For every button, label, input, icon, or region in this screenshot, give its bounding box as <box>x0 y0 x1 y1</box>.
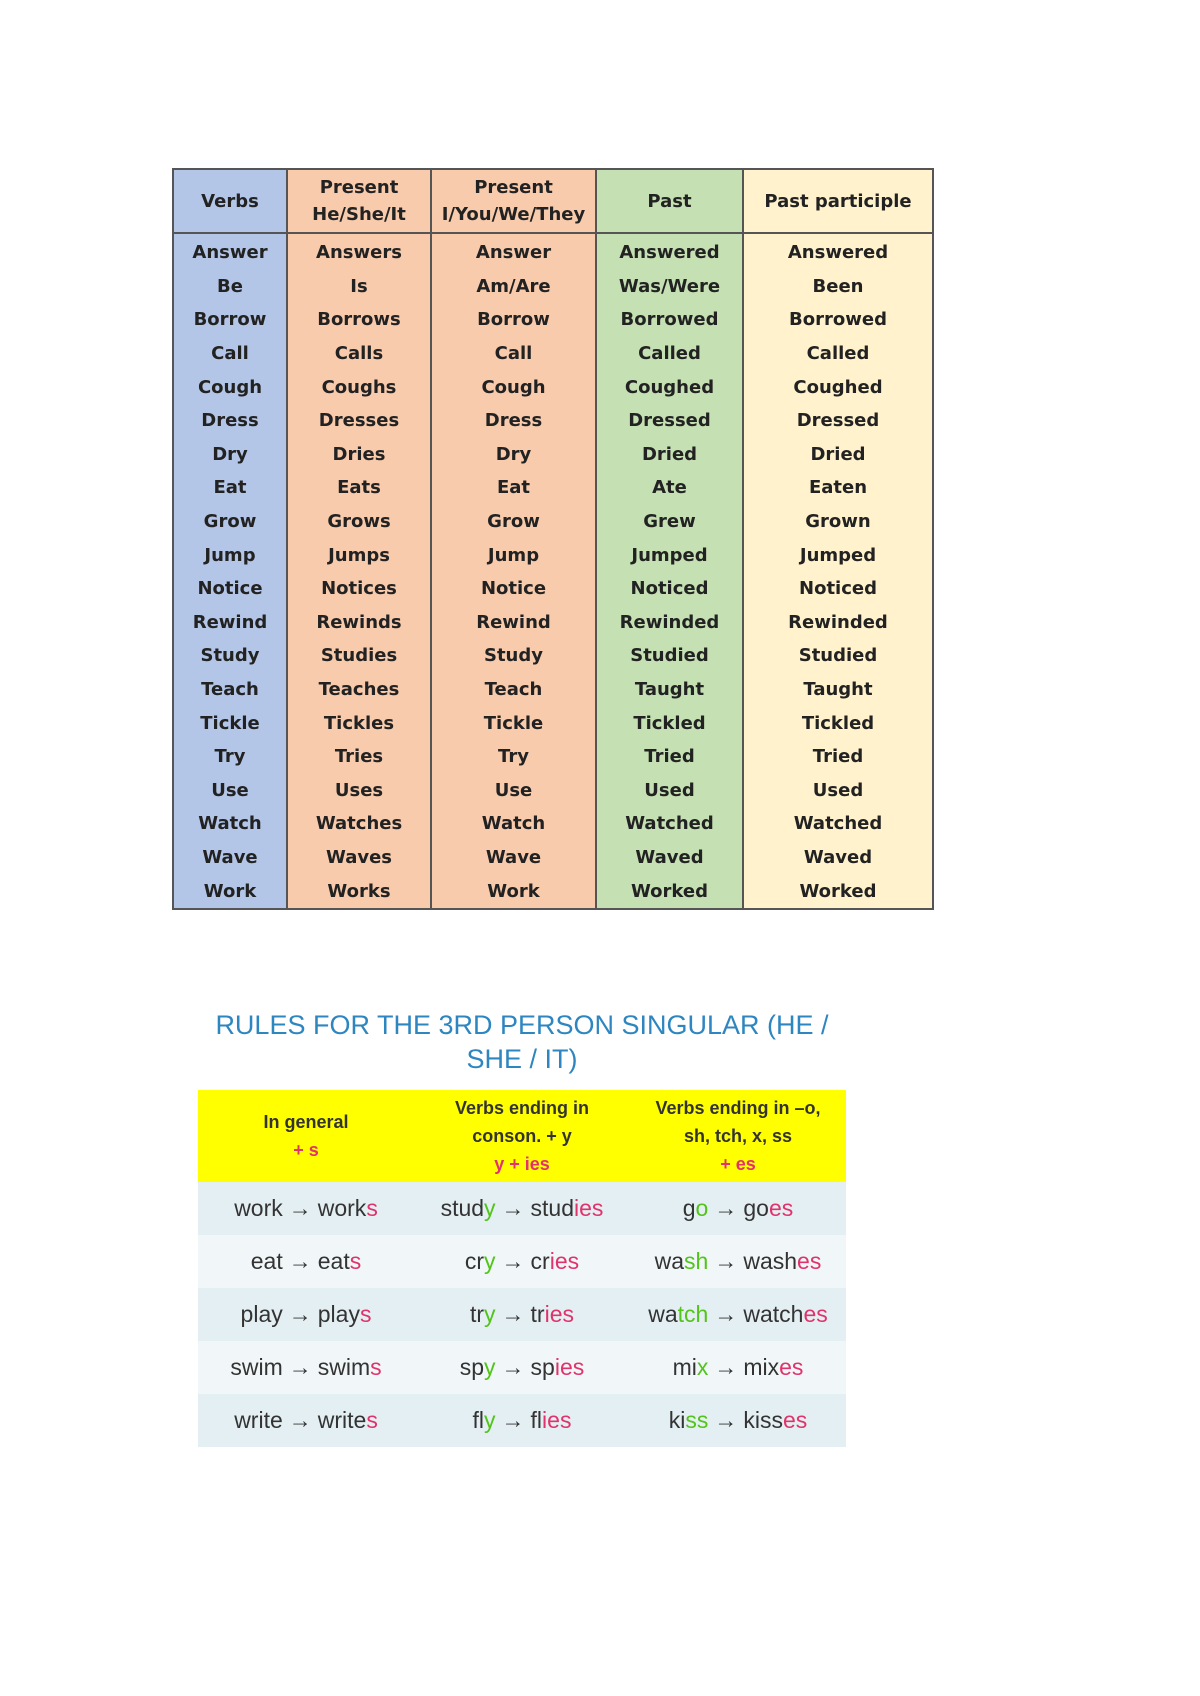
verb-cell-past-participle: Been <box>743 270 933 304</box>
verb-cell-past-participle: Answered <box>743 233 933 270</box>
verb-cell-present-he-she-it: Coughs <box>287 370 431 404</box>
verb-cell-present-he-she-it: Jumps <box>287 538 431 572</box>
verb-cell-verb-base: Try <box>173 740 287 774</box>
header-verbs <box>173 169 287 233</box>
verb-cell-verb-base: Dress <box>173 404 287 438</box>
verb-cell-verb-base: Study <box>173 639 287 673</box>
verb-cell-present-i-you-we-they: Eat <box>431 471 596 505</box>
verb-cell-past-participle: Noticed <box>743 572 933 606</box>
rule-example <box>198 1235 414 1288</box>
rule-example <box>414 1394 630 1447</box>
verb-cell-past-participle: Watched <box>743 807 933 841</box>
verb-cell-verb-base: Call <box>173 337 287 371</box>
arrow-icon: → <box>501 1301 525 1327</box>
example-suffix: ies <box>554 1354 585 1380</box>
rule-example <box>414 1182 630 1235</box>
example-result-stem: eat <box>317 1248 350 1274</box>
arrow-icon: → <box>714 1301 738 1327</box>
verb-row <box>173 841 933 875</box>
verb-cell-verb-base: Tickle <box>173 706 287 740</box>
verb-cell-present-i-you-we-they: Dress <box>431 404 596 438</box>
example-base-ending: sh <box>684 1248 709 1274</box>
verb-cell-past-participle: Grown <box>743 505 933 539</box>
example-base: eat <box>250 1248 283 1274</box>
verb-conjugation-table <box>172 168 934 910</box>
verb-cell-present-he-she-it: Dresses <box>287 404 431 438</box>
verb-cell-present-he-she-it: Watches <box>287 807 431 841</box>
rule-formula: + s <box>293 1140 319 1160</box>
rule-example <box>198 1341 414 1394</box>
verb-row <box>173 774 933 808</box>
rule-example <box>630 1182 846 1235</box>
verb-cell-past: Watched <box>596 807 743 841</box>
example-base-ending: y <box>484 1248 496 1274</box>
example-base: tr <box>469 1301 485 1327</box>
verb-row <box>173 639 933 673</box>
verb-row <box>173 303 933 337</box>
verb-cell-verb-base: Notice <box>173 572 287 606</box>
verb-table-header-row <box>173 169 933 233</box>
verb-cell-past: Ate <box>596 471 743 505</box>
rule-example <box>414 1341 630 1394</box>
verb-cell-past-participle: Called <box>743 337 933 371</box>
header-past-participle <box>743 169 933 233</box>
verb-cell-verb-base: Watch <box>173 807 287 841</box>
verb-cell-present-he-she-it: Answers <box>287 233 431 270</box>
example-result-stem: play <box>317 1301 360 1327</box>
verb-cell-present-i-you-we-they: Teach <box>431 673 596 707</box>
verb-cell-past-participle: Jumped <box>743 538 933 572</box>
example-result-stem: work <box>317 1195 367 1221</box>
verb-row <box>173 874 933 909</box>
example-suffix: es <box>797 1248 822 1274</box>
verb-table-body <box>173 233 933 909</box>
verb-row <box>173 233 933 270</box>
header-present-he-she-it <box>287 169 431 233</box>
verb-cell-verb-base: Dry <box>173 438 287 472</box>
rules-title <box>198 1008 846 1076</box>
verb-cell-present-he-she-it: Tickles <box>287 706 431 740</box>
verb-row <box>173 270 933 304</box>
verb-cell-past: Borrowed <box>596 303 743 337</box>
verb-cell-present-i-you-we-they: Wave <box>431 841 596 875</box>
rule-header-text: In general <box>263 1112 349 1132</box>
verb-cell-present-i-you-we-they: Dry <box>431 438 596 472</box>
rule-example <box>630 1341 846 1394</box>
verb-cell-present-i-you-we-they: Work <box>431 874 596 909</box>
rule-example-row <box>198 1394 846 1447</box>
example-result-stem: watch <box>743 1301 804 1327</box>
verb-cell-present-he-she-it: Works <box>287 874 431 909</box>
verb-cell-past-participle: Eaten <box>743 471 933 505</box>
verb-cell-past-participle: Waved <box>743 841 933 875</box>
verb-cell-past: Grew <box>596 505 743 539</box>
header-present-label: Present <box>474 177 553 198</box>
example-suffix: ies <box>549 1248 580 1274</box>
example-result-stem: swim <box>317 1354 371 1380</box>
example-result-stem: mix <box>743 1354 780 1380</box>
verb-row <box>173 606 933 640</box>
example-suffix: es <box>803 1301 828 1327</box>
verb-cell-present-he-she-it: Borrows <box>287 303 431 337</box>
example-base-ending: y <box>484 1301 496 1327</box>
verb-cell-present-i-you-we-they: Watch <box>431 807 596 841</box>
header-present-subject: I/You/We/They <box>441 204 586 225</box>
example-result-stem: write <box>317 1407 367 1433</box>
example-base: work <box>234 1195 283 1221</box>
verb-cell-verb-base: Borrow <box>173 303 287 337</box>
verb-cell-present-i-you-we-they: Cough <box>431 370 596 404</box>
verb-cell-past-participle: Borrowed <box>743 303 933 337</box>
example-suffix: s <box>349 1248 362 1274</box>
verb-row <box>173 370 933 404</box>
verb-cell-present-he-she-it: Waves <box>287 841 431 875</box>
example-base: sp <box>459 1354 485 1380</box>
verb-cell-verb-base: Jump <box>173 538 287 572</box>
verb-cell-present-i-you-we-they: Call <box>431 337 596 371</box>
verb-cell-past: Waved <box>596 841 743 875</box>
rule-example <box>630 1288 846 1341</box>
example-base-ending: o <box>695 1195 709 1221</box>
rule-example-row <box>198 1182 846 1235</box>
arrow-icon: → <box>288 1407 312 1433</box>
verb-cell-present-he-she-it: Dries <box>287 438 431 472</box>
header-present-subject: He/She/It <box>312 204 406 225</box>
verb-row <box>173 740 933 774</box>
example-suffix: es <box>779 1354 804 1380</box>
example-base: wa <box>654 1248 685 1274</box>
verb-cell-past: Dried <box>596 438 743 472</box>
rule-header-consonant-y <box>414 1090 630 1182</box>
verb-row <box>173 505 933 539</box>
rule-example <box>630 1235 846 1288</box>
verb-cell-verb-base: Answer <box>173 233 287 270</box>
rule-header-text: Verbs ending in –o, <box>655 1098 821 1118</box>
verb-cell-past: Tried <box>596 740 743 774</box>
verb-cell-verb-base: Use <box>173 774 287 808</box>
example-suffix: s <box>370 1354 382 1380</box>
example-base-ending: y <box>484 1407 496 1433</box>
example-base-ending: ss <box>685 1407 709 1433</box>
verb-row <box>173 471 933 505</box>
verb-cell-present-he-she-it: Calls <box>287 337 431 371</box>
verb-cell-verb-base: Work <box>173 874 287 909</box>
verb-cell-present-i-you-we-they: Try <box>431 740 596 774</box>
verb-cell-past-participle: Coughed <box>743 370 933 404</box>
example-base: cr <box>464 1248 485 1274</box>
example-base: fl <box>472 1407 485 1433</box>
rule-example <box>198 1394 414 1447</box>
example-base-ending: tch <box>677 1301 709 1327</box>
rule-header-text: Verbs ending in <box>454 1098 590 1118</box>
arrow-icon: → <box>288 1354 312 1380</box>
arrow-icon: → <box>714 1407 738 1433</box>
verb-cell-present-he-she-it: Grows <box>287 505 431 539</box>
example-base-ending: y <box>484 1195 496 1221</box>
example-base: write <box>234 1407 283 1433</box>
example-result-stem: tr <box>530 1301 545 1327</box>
example-suffix: s <box>359 1301 372 1327</box>
verb-cell-past: Answered <box>596 233 743 270</box>
verb-cell-past-participle: Worked <box>743 874 933 909</box>
verb-cell-present-i-you-we-they: Answer <box>431 233 596 270</box>
rule-example <box>630 1394 846 1447</box>
example-base: wa <box>648 1301 678 1327</box>
rule-formula: + es <box>720 1154 756 1174</box>
rules-title-line2: SHE / IT) <box>466 1044 578 1074</box>
arrow-icon: → <box>288 1195 312 1221</box>
example-base-ending: x <box>696 1354 709 1380</box>
verb-cell-present-he-she-it: Tries <box>287 740 431 774</box>
example-base: ki <box>668 1407 686 1433</box>
rule-example-row <box>198 1235 846 1288</box>
verb-cell-present-he-she-it: Notices <box>287 572 431 606</box>
verb-cell-past: Was/Were <box>596 270 743 304</box>
example-result-stem: wash <box>743 1248 798 1274</box>
verb-cell-present-i-you-we-they: Notice <box>431 572 596 606</box>
rule-header-o-sh-tch-x-ss <box>630 1090 846 1182</box>
example-suffix: ies <box>544 1301 575 1327</box>
verb-cell-verb-base: Cough <box>173 370 287 404</box>
example-suffix: s <box>366 1407 378 1433</box>
example-result-stem: sp <box>530 1354 555 1380</box>
third-person-rules-table <box>198 1090 846 1447</box>
example-result-stem: go <box>743 1195 769 1221</box>
verb-cell-present-i-you-we-they: Jump <box>431 538 596 572</box>
verb-cell-past: Coughed <box>596 370 743 404</box>
verb-cell-past: Worked <box>596 874 743 909</box>
verb-cell-present-i-you-we-they: Grow <box>431 505 596 539</box>
rule-header-text: conson. + y <box>472 1126 572 1146</box>
example-suffix: ies <box>574 1195 604 1221</box>
verb-cell-verb-base: Rewind <box>173 606 287 640</box>
rule-example <box>198 1288 414 1341</box>
rules-header-row <box>198 1090 846 1182</box>
verb-row <box>173 438 933 472</box>
example-suffix: ies <box>542 1407 572 1433</box>
verb-cell-past: Taught <box>596 673 743 707</box>
arrow-icon: → <box>714 1354 738 1380</box>
verb-cell-past-participle: Rewinded <box>743 606 933 640</box>
example-result-stem: cr <box>530 1248 550 1274</box>
verb-cell-present-he-she-it: Eats <box>287 471 431 505</box>
header-past-label: Past <box>647 190 692 212</box>
verb-row <box>173 807 933 841</box>
rules-table-body <box>198 1182 846 1447</box>
verb-cell-verb-base: Wave <box>173 841 287 875</box>
verb-cell-verb-base: Eat <box>173 471 287 505</box>
example-result-stem: stud <box>530 1195 575 1221</box>
verb-row <box>173 706 933 740</box>
verb-cell-present-i-you-we-they: Study <box>431 639 596 673</box>
verb-cell-past: Noticed <box>596 572 743 606</box>
header-present-label: Present <box>319 177 399 198</box>
rule-example-row <box>198 1288 846 1341</box>
verb-row <box>173 404 933 438</box>
arrow-icon: → <box>501 1248 525 1274</box>
verb-row <box>173 673 933 707</box>
arrow-icon: → <box>288 1248 312 1274</box>
verb-cell-present-he-she-it: Is <box>287 270 431 304</box>
verb-cell-present-i-you-we-they: Borrow <box>431 303 596 337</box>
header-past <box>596 169 743 233</box>
verb-cell-past: Studied <box>596 639 743 673</box>
header-verbs-label: Verbs <box>201 190 259 212</box>
verb-cell-verb-base: Teach <box>173 673 287 707</box>
header-past-participle-label: Past participle <box>764 190 912 212</box>
verb-cell-past: Dressed <box>596 404 743 438</box>
verb-row <box>173 572 933 606</box>
verb-cell-verb-base: Be <box>173 270 287 304</box>
verb-cell-past: Tickled <box>596 706 743 740</box>
verb-cell-past-participle: Dried <box>743 438 933 472</box>
verb-cell-past-participle: Used <box>743 774 933 808</box>
rule-example <box>414 1235 630 1288</box>
rule-header-general <box>198 1090 414 1182</box>
verb-row <box>173 538 933 572</box>
example-result-stem: kiss <box>743 1407 783 1433</box>
verb-cell-past-participle: Studied <box>743 639 933 673</box>
verb-cell-present-i-you-we-they: Use <box>431 774 596 808</box>
verb-cell-verb-base: Grow <box>173 505 287 539</box>
verb-cell-present-i-you-we-they: Tickle <box>431 706 596 740</box>
rule-example <box>414 1288 630 1341</box>
verb-cell-past-participle: Tickled <box>743 706 933 740</box>
arrow-icon: → <box>501 1195 525 1221</box>
rule-example-row <box>198 1341 846 1394</box>
verb-cell-present-i-you-we-they: Am/Are <box>431 270 596 304</box>
verb-row <box>173 337 933 371</box>
arrow-icon: → <box>714 1248 738 1274</box>
verb-cell-present-i-you-we-they: Rewind <box>431 606 596 640</box>
arrow-icon: → <box>288 1301 312 1327</box>
example-base: g <box>682 1195 696 1221</box>
verb-cell-past-participle: Tried <box>743 740 933 774</box>
example-result-stem: fl <box>530 1407 543 1433</box>
header-present-i-you-we-they <box>431 169 596 233</box>
example-base: stud <box>440 1195 485 1221</box>
rule-example <box>198 1182 414 1235</box>
example-base: mi <box>672 1354 697 1380</box>
example-suffix: es <box>768 1195 794 1221</box>
rule-formula: y + ies <box>494 1154 550 1174</box>
verb-cell-past-participle: Taught <box>743 673 933 707</box>
example-base: play <box>240 1301 283 1327</box>
example-suffix: s <box>366 1195 378 1221</box>
verb-cell-present-he-she-it: Uses <box>287 774 431 808</box>
verb-cell-past: Jumped <box>596 538 743 572</box>
rules-title-line1: RULES FOR THE 3RD PERSON SINGULAR (HE / <box>215 1010 829 1040</box>
example-base-ending: y <box>484 1354 496 1380</box>
arrow-icon: → <box>714 1195 738 1221</box>
arrow-icon: → <box>501 1407 525 1433</box>
verb-cell-present-he-she-it: Teaches <box>287 673 431 707</box>
verb-cell-present-he-she-it: Rewinds <box>287 606 431 640</box>
verb-cell-past-participle: Dressed <box>743 404 933 438</box>
verb-cell-past: Called <box>596 337 743 371</box>
verb-cell-present-he-she-it: Studies <box>287 639 431 673</box>
rule-header-text: sh, tch, x, ss <box>683 1126 793 1146</box>
verb-cell-past: Used <box>596 774 743 808</box>
verb-cell-past: Rewinded <box>596 606 743 640</box>
example-base: swim <box>230 1354 283 1380</box>
example-suffix: es <box>782 1407 808 1433</box>
arrow-icon: → <box>501 1354 525 1380</box>
